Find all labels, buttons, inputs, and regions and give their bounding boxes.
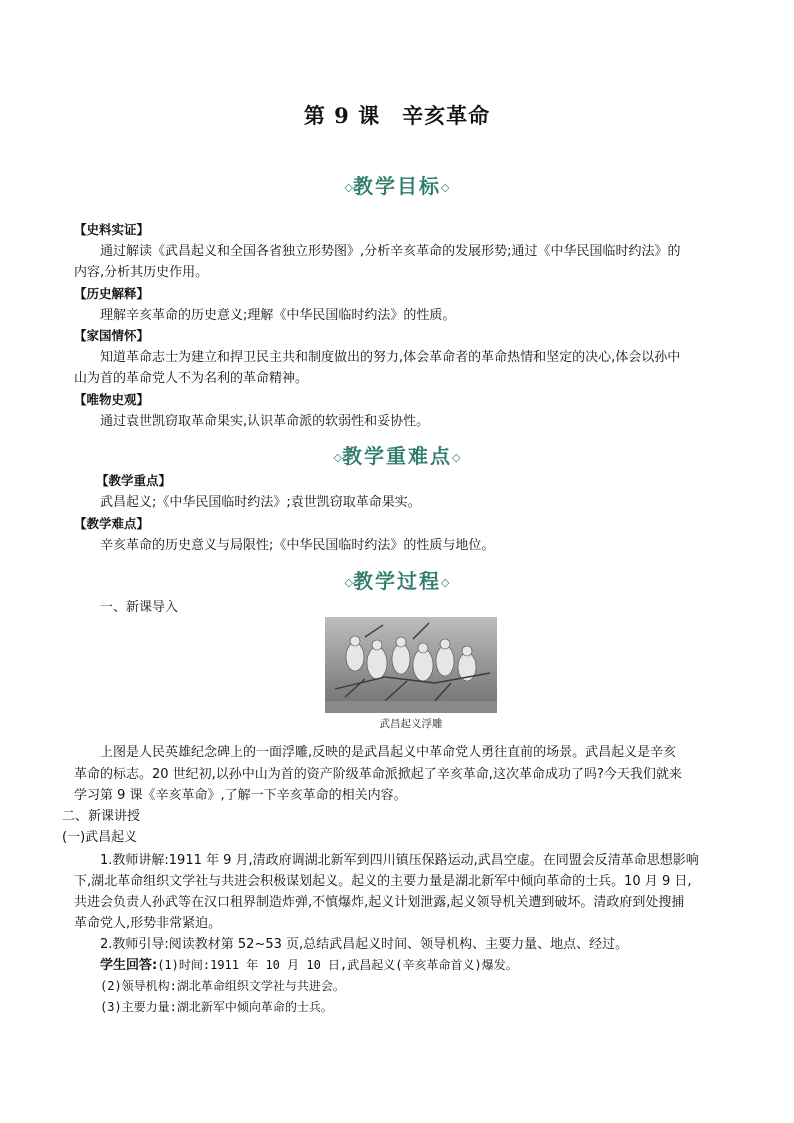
answer-2: (2)领导机构:湖北革命组织文学社与共进会。 bbox=[100, 979, 345, 993]
section-objectives-label: 教学目标 bbox=[353, 174, 441, 198]
section-heading-objectives bbox=[0, 170, 794, 199]
evidence-text-1: 通过解读《武昌起义和全国各省独立形势图》,分析辛亥革命的发展形势;通过《中华民国临时约法》的 bbox=[100, 244, 681, 259]
relief-image bbox=[325, 617, 497, 713]
diamond-right-icon: ◇ bbox=[441, 576, 450, 589]
evidence-label: 【史料实证】 bbox=[74, 222, 150, 237]
intro-heading: 一、新课导入 bbox=[100, 600, 179, 615]
p1-line-1: 1.教师讲解:1911 年 9 月,清政府调湖北新军到四川镇压保路运动,武昌空虚。在同盟会反清革命思想影响 bbox=[100, 853, 699, 868]
section-key-points-label: 教学重难点 bbox=[342, 444, 452, 468]
answer-label: 学生回答: bbox=[100, 958, 158, 973]
materialism-text: 通过袁世凯窃取革命果实,认识革命派的软弱性和妥协性。 bbox=[100, 414, 430, 429]
focus-text: 武昌起义;《中华民国临时约法》;袁世凯窃取革命果实。 bbox=[100, 495, 421, 510]
evidence-text-2: 内容,分析其历史作用。 bbox=[74, 265, 209, 280]
answer-1: (1)时间:1911 年 10 月 10 日,武昌起义(辛亥革命首义)爆发。 bbox=[157, 958, 518, 972]
intro-text-2: 革命的标志。20 世纪初,以孙中山为首的资产阶级革命派掀起了辛亥革命,这次革命成功了吗?今天我们就来 bbox=[74, 767, 682, 782]
p1-line-2: 下,湖北革命组织文学社与共进会积极谋划起义。起义的主要力量是湖北新军中倾向革命的士兵。10 月 9 日, bbox=[74, 874, 692, 889]
section-process-label: 教学过程 bbox=[353, 569, 441, 593]
patriotism-text-2: 山为首的革命党人不为名利的革命精神。 bbox=[74, 371, 309, 386]
lecture-heading: 二、新课讲授 bbox=[62, 809, 141, 824]
materialism-label: 【唯物史观】 bbox=[74, 392, 150, 407]
diamond-left-icon: ◇ bbox=[333, 451, 342, 464]
difficulty-label: 【教学难点】 bbox=[74, 516, 150, 531]
patriotism-text-1: 知道革命志士为建立和捍卫民主共和制度做出的努力,体会革命者的革命热情和坚定的决心,体会以孙中 bbox=[100, 350, 681, 365]
p1-line-3: 共进会负责人孙武等在汉口租界制造炸弹,不慎爆炸,起义计划泄露,起义领导机关遭到破坏。清政府到处搜捕 bbox=[74, 895, 685, 910]
p1-line-4: 革命党人,形势非常紧迫。 bbox=[74, 916, 222, 931]
intro-text-3: 学习第 9 课《辛亥革命》,了解一下辛亥革命的相关内容。 bbox=[74, 788, 407, 803]
answer-3: (3)主要力量:湖北新军中倾向革命的士兵。 bbox=[100, 1000, 333, 1014]
diamond-right-icon: ◇ bbox=[452, 451, 461, 464]
sub-heading-wuchang: (一)武昌起义 bbox=[62, 830, 138, 845]
section-heading-process bbox=[0, 565, 794, 594]
page-title: 第 9 课 辛亥革命 bbox=[303, 103, 491, 128]
image-caption: 武昌起义浮雕 bbox=[379, 718, 443, 730]
diamond-left-icon: ◇ bbox=[344, 576, 353, 589]
focus-label: 【教学重点】 bbox=[96, 473, 172, 488]
section-heading-key-points bbox=[0, 440, 794, 469]
diamond-left-icon: ◇ bbox=[344, 181, 353, 194]
difficulty-text: 辛亥革命的历史意义与局限性;《中华民国临时约法》的性质与地位。 bbox=[100, 538, 495, 553]
student-answer bbox=[100, 955, 724, 976]
diamond-right-icon: ◇ bbox=[441, 181, 450, 194]
intro-text-1: 上图是人民英雄纪念碑上的一面浮雕,反映的是武昌起义中革命党人勇往直前的场景。武昌起义是辛亥 bbox=[100, 745, 677, 760]
relief-illustration bbox=[325, 617, 497, 713]
interpretation-label: 【历史解释】 bbox=[74, 286, 150, 301]
p2-line-1: 2.教师引导:阅读教材第 52~53 页,总结武昌起义时间、领导机构、主要力量、地点、经过。 bbox=[100, 937, 629, 952]
interpretation-text: 理解辛亥革命的历史意义;理解《中华民国临时约法》的性质。 bbox=[100, 308, 456, 323]
patriotism-label: 【家国情怀】 bbox=[74, 328, 150, 343]
